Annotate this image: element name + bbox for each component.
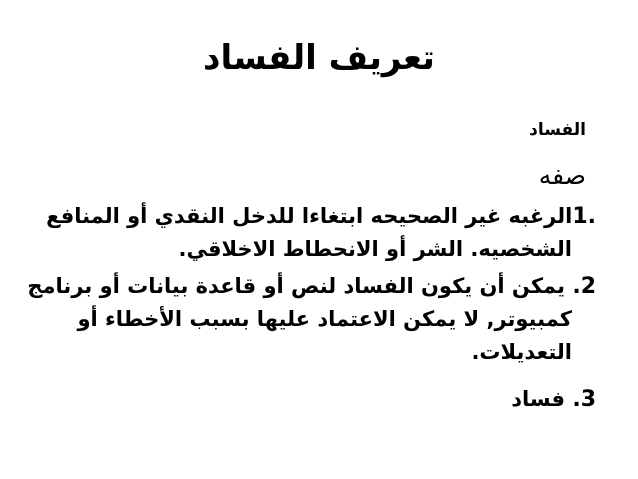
- list-item-3: [26, 383, 596, 416]
- list-item-text-line3: التعديلات.: [471, 340, 572, 364]
- list-item-2: [26, 270, 596, 369]
- list-item-1: [26, 200, 596, 266]
- list-item-text-line1: فساد: [511, 387, 566, 411]
- list-item-number: 2.: [572, 274, 596, 299]
- list-item-number: 3.: [572, 387, 596, 412]
- list-item-text-line2: الشخصيه. الشر أو الانحطاط الاخلاقي.: [178, 237, 572, 261]
- list-item-text-line2: كمبيوتر, لا يمكن الاعتماد عليها بسبب الأخطاء أو: [77, 307, 572, 331]
- slide-title: تعريف الفساد: [203, 38, 435, 78]
- list-item-text-line1: الرغبه غير الصحيحه ابتغاءا للدخل النقدي أو المنافع: [46, 204, 573, 228]
- list-item-text-line1: يمكن أن يكون الفساد لنص أو قاعدة بيانات أو برنامج: [27, 274, 566, 298]
- slide-subtitle: الفساد: [529, 120, 586, 140]
- definition-word: صفه: [538, 161, 586, 190]
- list-item-number: .1: [572, 204, 596, 229]
